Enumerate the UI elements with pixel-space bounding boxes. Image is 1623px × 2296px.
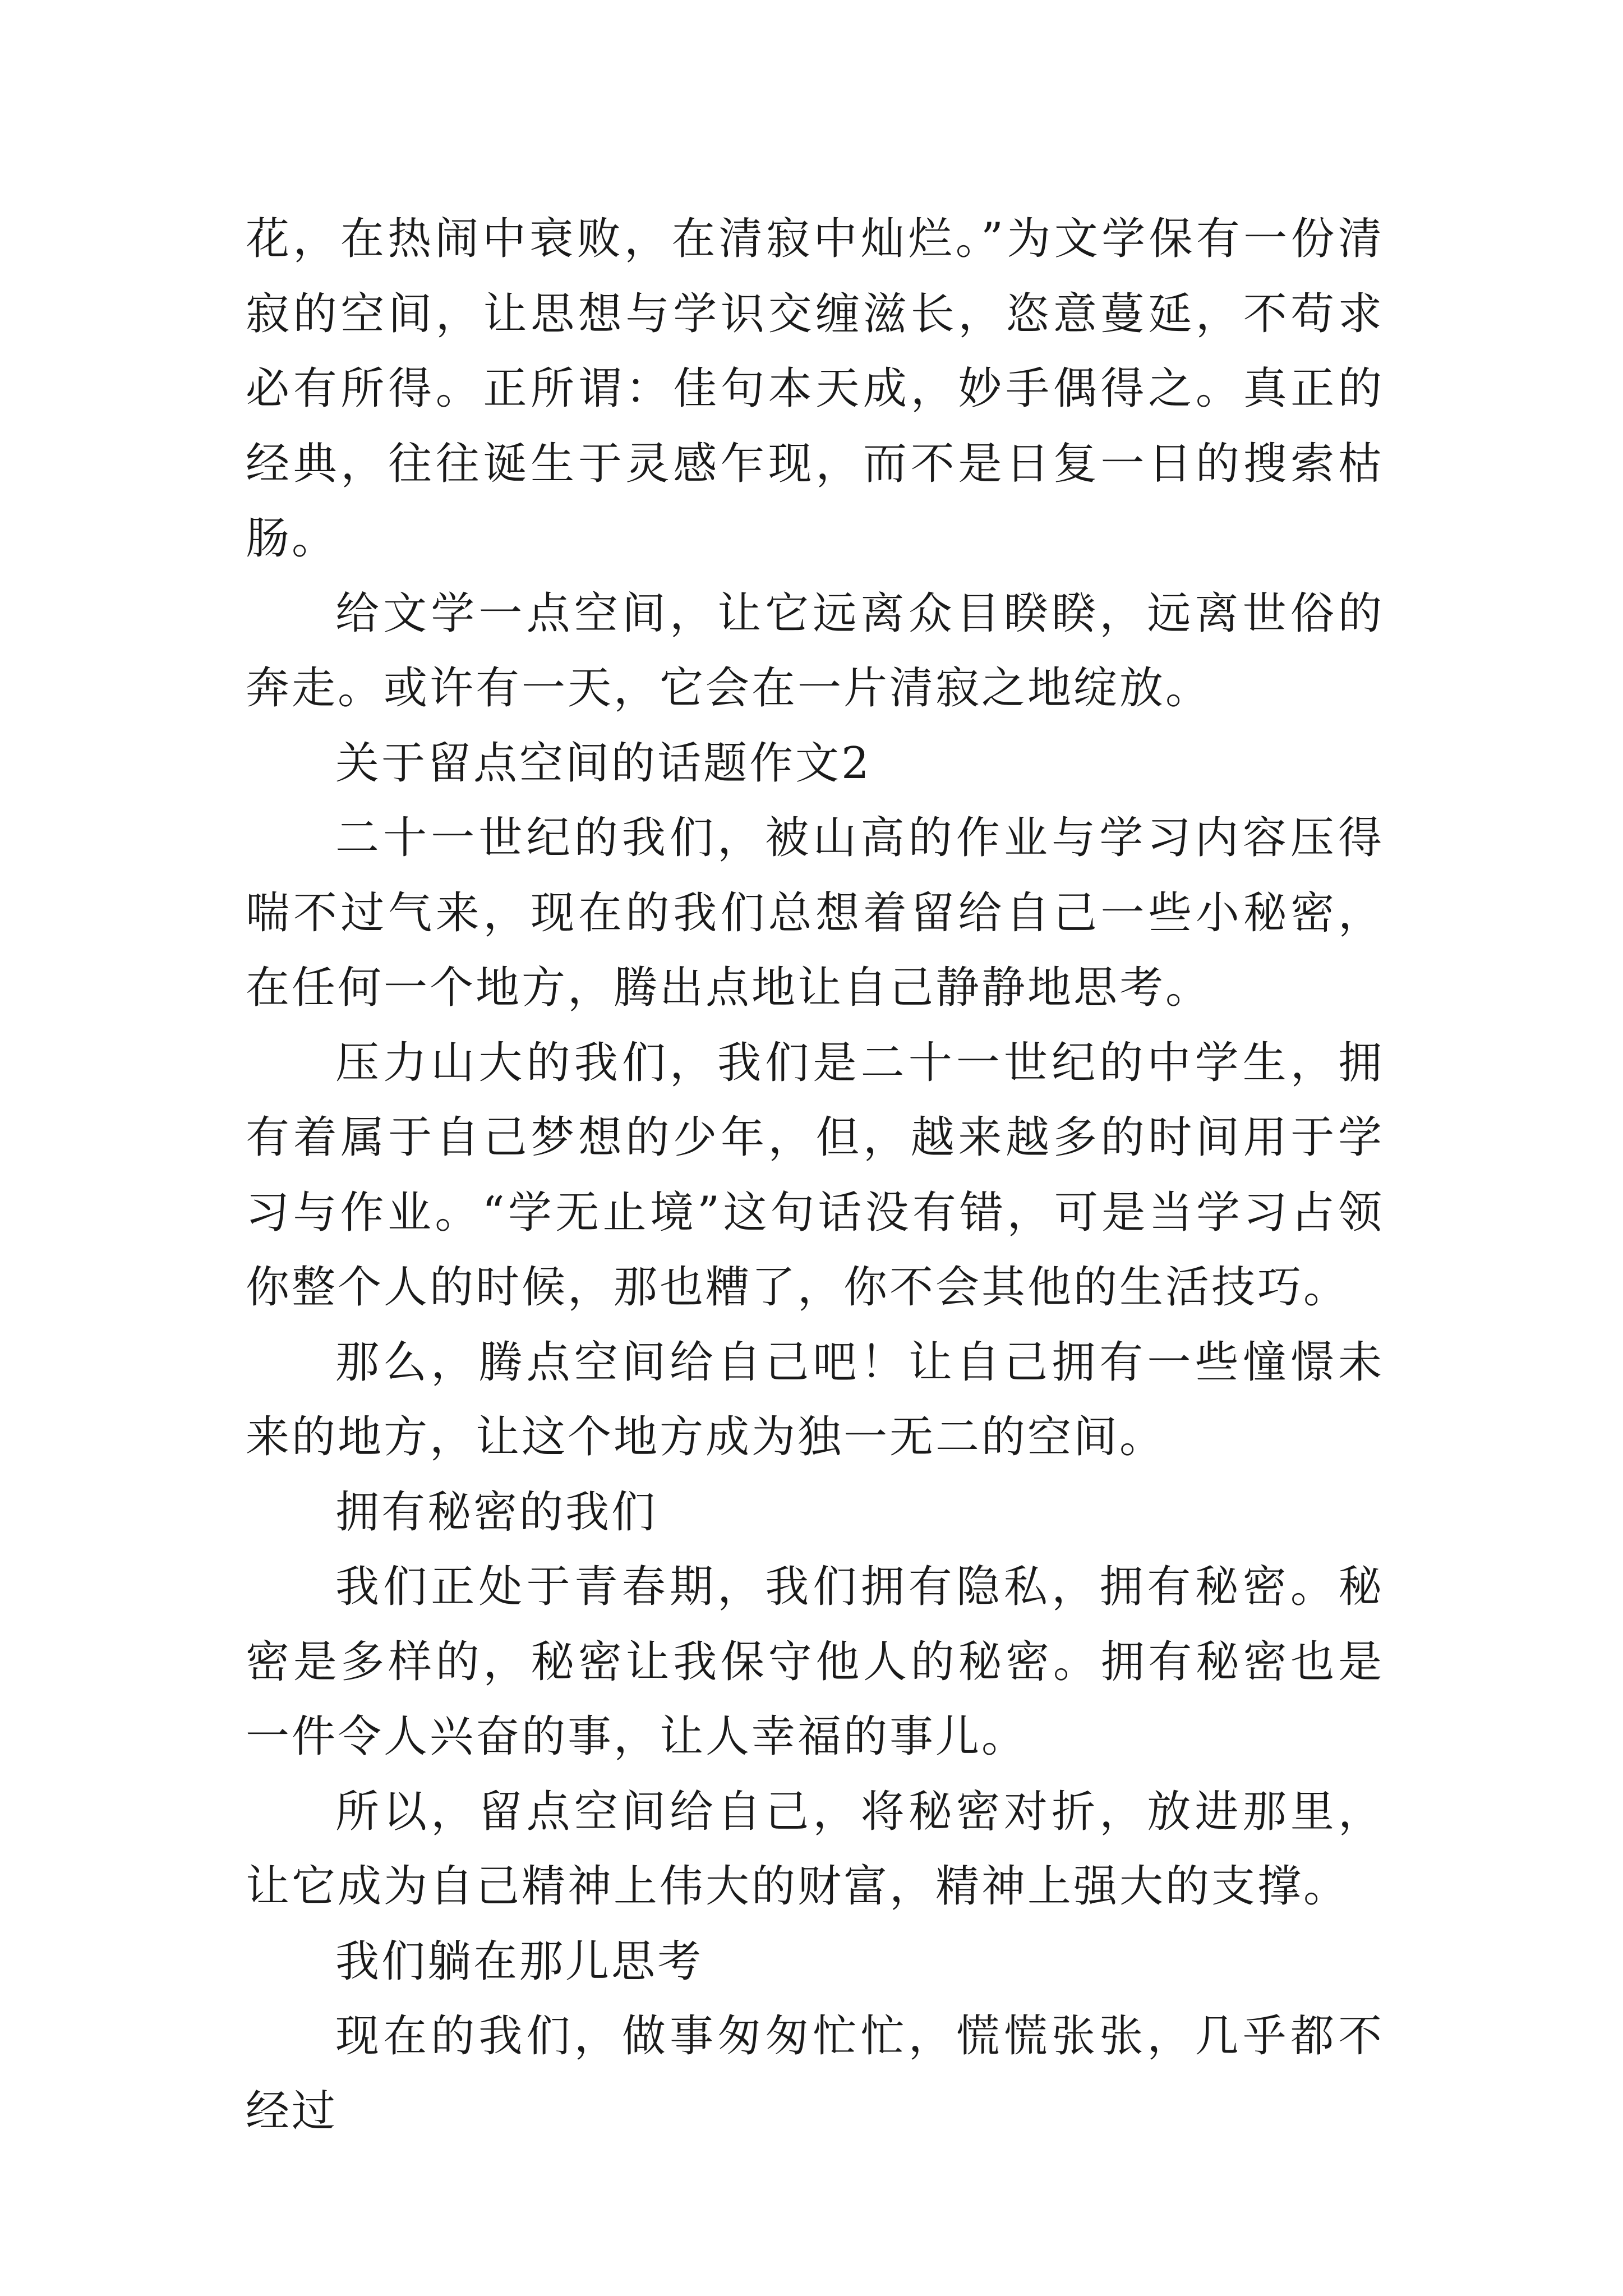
- subheading-secrets: 拥有秘密的我们: [335, 1487, 658, 1538]
- section-title: 关于留点空间的话题作文2: [335, 738, 872, 789]
- document-body: [246, 202, 1384, 2149]
- paragraph-7: 所以，留点空间给自己，将秘密对折，放进那里，让它成为自己精神上伟大的财富，精神上强大的支撑。: [246, 1786, 1384, 1912]
- subheading-thinking: 我们躺在那儿思考: [335, 1936, 704, 1987]
- paragraph-5: 那么，腾点空间给自己吧！让自己拥有一些憧憬未来的地方，让这个地方成为独一无二的空间。: [246, 1337, 1384, 1462]
- paragraph-1: 花，在热闹中衰败，在清寂中灿烂。”为文学保有一份清寂的空间，让思想与学识交缠滋长，恣意蔓延，不苟求必有所得。正所谓：佳句本天成，妙手偶得之。真正的经典，往往诞生于灵感乍现，而不是日复一日的搜索枯肠。: [246, 214, 1384, 564]
- paragraph-4: 压力山大的我们，我们是二十一世纪的中学生，拥有着属于自己梦想的少年，但，越来越多的时间用于学习与作业。“学无止境”这句话没有错，可是当学习占领你整个人的时候，那也糟了，你不会其他的生活技巧。: [246, 1037, 1384, 1313]
- paragraph-2: 给文学一点空间，让它远离众目睽睽，远离世俗的奔走。或许有一天，它会在一片清寂之地绽放。: [246, 588, 1384, 714]
- paragraph-8: 现在的我们，做事匆匆忙忙，慌慌张张，几乎都不经过: [246, 2011, 1384, 2137]
- paragraph-3: 二十一世纪的我们，被山高的作业与学习内容压得喘不过气来，现在的我们总想着留给自己一些小秘密，在任何一个地方，腾出点地让自己静静地思考。: [246, 813, 1384, 1013]
- paragraph-6: 我们正处于青春期，我们拥有隐私，拥有秘密。秘密是多样的，秘密让我保守他人的秘密。拥有秘密也是一件令人兴奋的事，让人幸福的事儿。: [246, 1562, 1384, 1762]
